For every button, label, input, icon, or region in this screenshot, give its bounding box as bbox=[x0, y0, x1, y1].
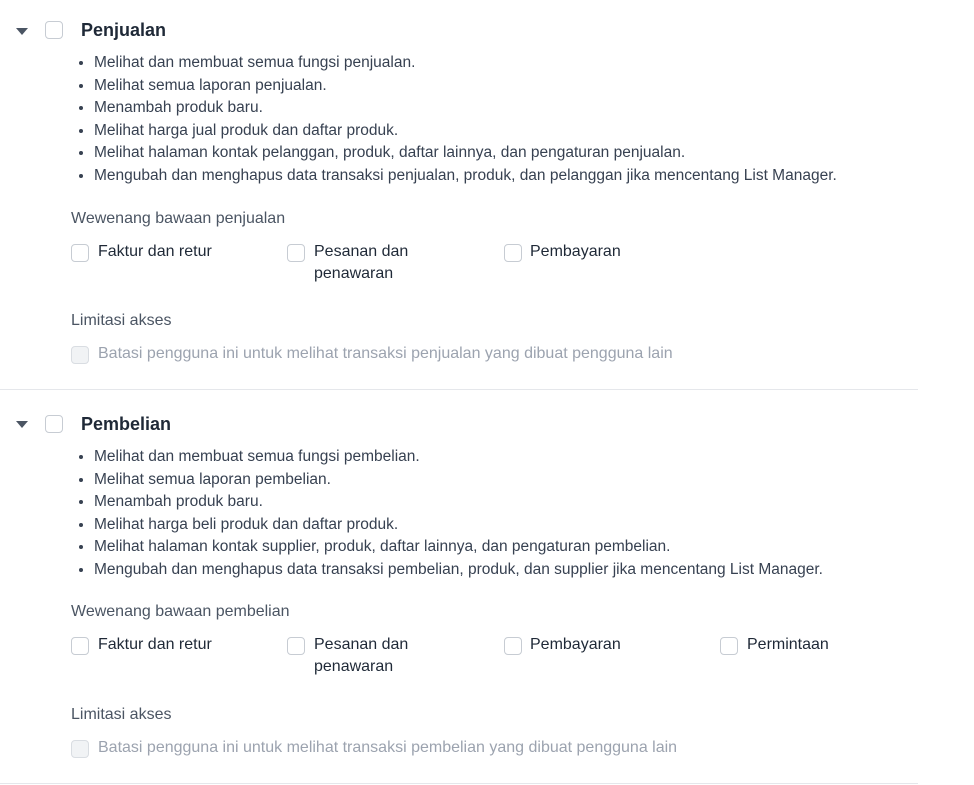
option-permintaan-checkbox[interactable] bbox=[720, 637, 738, 655]
option-pesanan-penawaran-checkbox[interactable] bbox=[287, 637, 305, 655]
limit-access-checkbox bbox=[71, 740, 89, 758]
option-pembayaran-checkbox[interactable] bbox=[504, 244, 522, 262]
option-faktur-retur-checkbox[interactable] bbox=[71, 244, 89, 262]
limit-access-label: Limitasi akses bbox=[71, 706, 172, 723]
caret-down-icon[interactable] bbox=[16, 421, 28, 428]
section-title: Pembelian bbox=[81, 414, 172, 434]
option-faktur-retur-label[interactable]: Faktur dan retur bbox=[98, 636, 212, 653]
list-item: • Melihat halaman kontak supplier, produk, daftar lainnya, dan pengaturan pembelian. bbox=[94, 536, 823, 559]
option-pembayaran-label[interactable]: Pembayaran bbox=[530, 636, 621, 653]
list-item: • Menambah produk baru. bbox=[94, 97, 837, 120]
section-title: Penjualan bbox=[81, 20, 167, 40]
section-penjualan-checkbox[interactable] bbox=[45, 21, 63, 39]
list-item: • Menambah produk baru. bbox=[94, 491, 823, 514]
option-pesanan-penawaran-checkbox[interactable] bbox=[287, 244, 305, 262]
option-faktur-retur-label[interactable]: Faktur dan retur bbox=[98, 243, 212, 260]
option-permintaan-label[interactable]: Permintaan bbox=[747, 636, 829, 653]
limit-access-text: Batasi pengguna ini untuk melihat transaksi penjualan yang dibuat pengguna lain bbox=[98, 345, 673, 362]
default-permissions-label: Wewenang bawaan penjualan bbox=[71, 210, 286, 227]
section-pembelian bbox=[0, 390, 918, 784]
section-pembelian-checkbox[interactable] bbox=[45, 415, 63, 433]
default-permissions-label: Wewenang bawaan pembelian bbox=[71, 603, 290, 620]
list-item: • Melihat harga jual produk dan daftar produk. bbox=[94, 120, 837, 143]
permission-description-list bbox=[72, 52, 837, 188]
option-pesanan-penawaran-label[interactable]: Pesanan dan penawaran bbox=[314, 636, 409, 675]
list-item: • Melihat dan membuat semua fungsi pembelian. bbox=[94, 446, 823, 469]
option-pembayaran-label[interactable]: Pembayaran bbox=[530, 243, 621, 260]
option-faktur-retur-checkbox[interactable] bbox=[71, 637, 89, 655]
list-item: • Melihat semua laporan penjualan. bbox=[94, 75, 837, 98]
limit-access-checkbox bbox=[71, 346, 89, 364]
list-item: • Mengubah dan menghapus data transaksi pembelian, produk, dan supplier jika mencentang List Manager. bbox=[94, 559, 823, 582]
list-item: • Melihat harga beli produk dan daftar produk. bbox=[94, 514, 823, 537]
section-penjualan bbox=[0, 0, 918, 390]
caret-down-icon[interactable] bbox=[16, 28, 28, 35]
limit-access-text: Batasi pengguna ini untuk melihat transaksi pembelian yang dibuat pengguna lain bbox=[98, 739, 678, 756]
list-item: • Melihat dan membuat semua fungsi penjualan. bbox=[94, 52, 837, 75]
option-pesanan-penawaran-label[interactable]: Pesanan dan penawaran bbox=[314, 243, 409, 282]
list-item: • Melihat halaman kontak pelanggan, produk, daftar lainnya, dan pengaturan penjualan. bbox=[94, 142, 837, 165]
limit-access-label: Limitasi akses bbox=[71, 312, 172, 329]
list-item: • Melihat semua laporan pembelian. bbox=[94, 469, 823, 492]
permission-description-list bbox=[72, 446, 823, 582]
list-item: • Mengubah dan menghapus data transaksi penjualan, produk, dan pelanggan jika mencentang List Manager. bbox=[94, 165, 837, 188]
option-pembayaran-checkbox[interactable] bbox=[504, 637, 522, 655]
